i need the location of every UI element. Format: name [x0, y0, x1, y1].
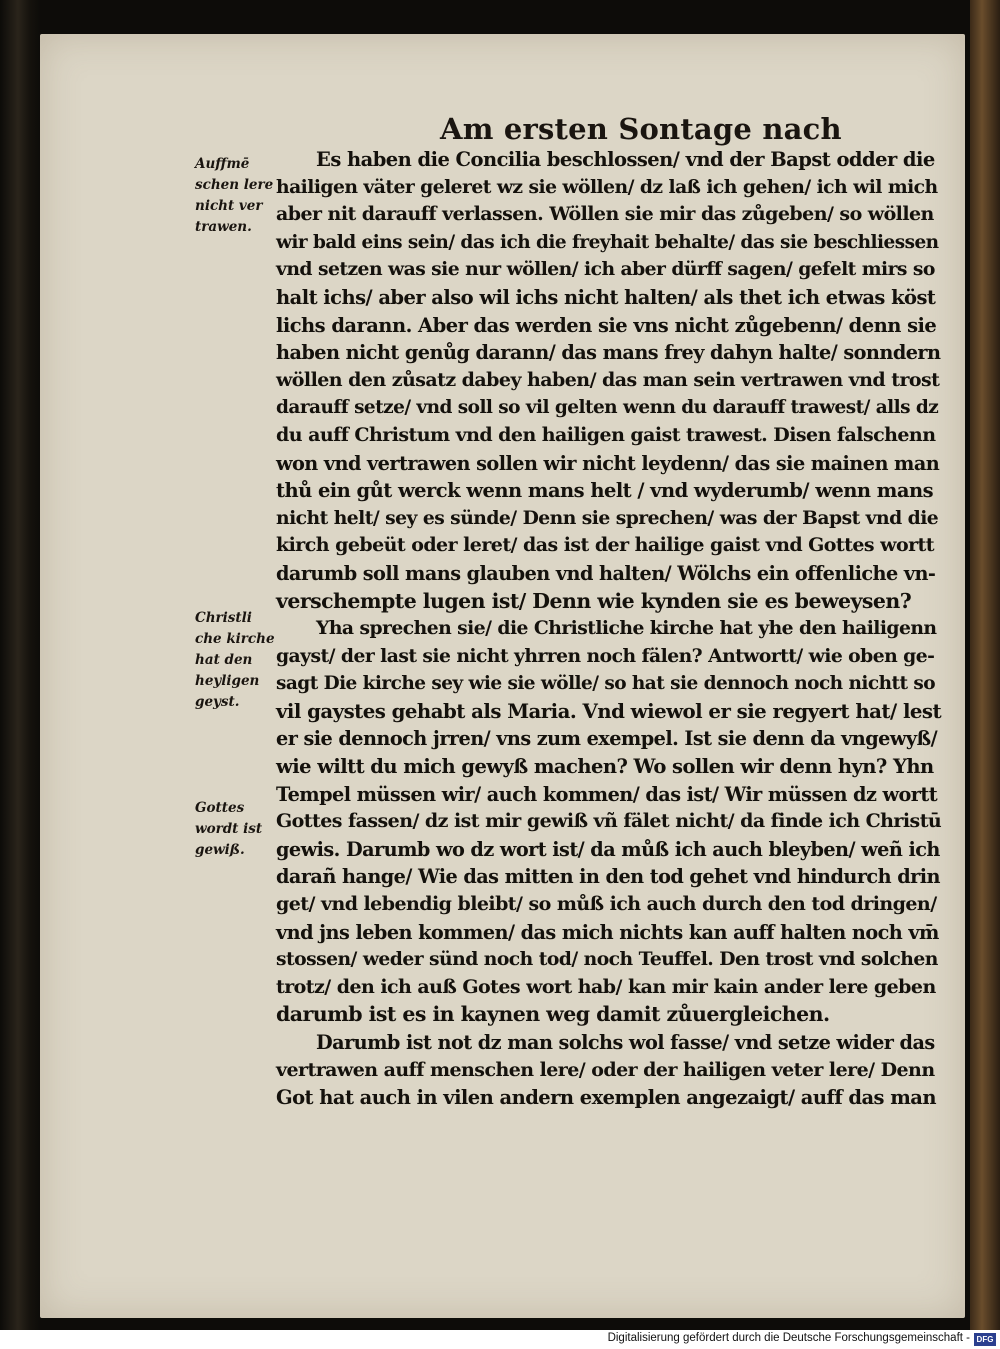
margin-note-line: gewiß.	[195, 842, 245, 858]
footer-bar	[0, 1330, 1000, 1349]
margin-note-line: che kirche	[195, 631, 275, 647]
text-line: kirch gebeüt oder leret/ das ist der hailige gaist vnd Gottes wortt	[276, 534, 934, 557]
text-line: verschempte lugen ist/ Denn wie kynden sie es beweysen?	[276, 588, 912, 613]
text-line: vnd setzen was sie nur wöllen/ ich aber dürff sagen/ gefelt mirs so	[276, 258, 935, 281]
text-line: Tempel müssen wir/ auch kommen/ das ist/ Wir müssen dz wortt	[276, 782, 938, 806]
margin-note-line: schen lere	[195, 177, 274, 193]
book-edge	[970, 0, 1000, 1330]
margin-note-line: trawen.	[195, 219, 252, 235]
text-line: get/ vnd lebendig bleibt/ so můß ich auch durch den tod dringen/	[276, 893, 937, 916]
margin-note-line: geyst.	[195, 694, 240, 710]
text-line: vil gaystes gehabt als Maria. Vnd wiewol er sie regyert hat/ lest	[276, 698, 942, 723]
footer-credit: Digitalisierung gefördert durch die Deutsche Forschungsgemeinschaft -	[607, 1332, 970, 1344]
text-line: wir bald eins sein/ das ich die freyhait behalte/ das sie beschliessen	[276, 231, 939, 253]
text-line: won vnd vertrawen sollen wir nicht leydenn/ das sie mainen man	[276, 451, 940, 475]
text-line: halt ichs/ aber also wil ichs nicht halten/ als thet ich etwas köst	[276, 285, 936, 309]
margin-note-line: Gottes	[195, 800, 245, 816]
text-line: gewis. Darumb wo dz wort ist/ da můß ich auch bleyben/ weñ ich	[276, 837, 940, 861]
text-line: trotz/ den ich auß Gotes wort hab/ kan mir kain ander lere geben	[276, 975, 936, 998]
margin-note-line: hat den	[195, 652, 253, 668]
margin-note-line: Christli	[195, 610, 252, 626]
text-line: vertrawen auff menschen lere/ oder der hailigen veter lere/ Denn	[276, 1058, 935, 1081]
text-line: er sie dennoch jrren/ vns zum exempel. Ist sie denn da vngewyß/	[276, 727, 938, 751]
margin-note-line: Auffmē	[195, 156, 250, 172]
margin-note-2	[195, 608, 275, 713]
text-line: aber nit darauff verlassen. Wöllen sie mir das zůgeben/ so wöllen	[276, 203, 934, 226]
text-line: Darumb ist not dz man solchs wol fasse/ vnd setze wider das	[316, 1031, 935, 1054]
text-line: darauff setze/ vnd soll so vil gelten wenn du darauff trawest/ alls dz	[276, 397, 939, 419]
text-line: vnd jns leben kommen/ das mich nichts kan auff halten noch vm̄	[276, 920, 939, 944]
text-line: hailigen väter geleret wz sie wöllen/ dz laß ich gehen/ ich wil mich	[276, 175, 938, 198]
text-line: stossen/ weder sünd noch tod/ noch Teuffel. Den trost vnd solchen	[276, 948, 938, 971]
text-line: darumb soll mans glauben vnd halten/ Wölchs ein offenliche vn-	[276, 561, 936, 585]
margin-note-line: nicht ver	[195, 198, 263, 214]
text-line: darañ hange/ Wie das mitten in den tod gehet vnd hindurch drin	[276, 865, 940, 889]
margin-note-3	[195, 798, 275, 861]
text-line: haben nicht genůg darann/ das mans frey dahyn halte/ sonndern	[276, 341, 941, 365]
text-line: lichs darann. Aber das werden sie vns nicht zůgebenn/ denn sie	[276, 313, 937, 337]
text-line: Yha sprechen sie/ die Christliche kirche hat yhe den hailigenn	[316, 617, 937, 640]
text-line: gayst/ der last sie nicht yhrren noch fälen? Antwortt/ wie oben ge-	[276, 644, 935, 667]
margin-note-1	[195, 154, 275, 238]
text-line: thů ein gůt werck wenn mans helt / vnd wyderumb/ wenn mans	[276, 479, 934, 503]
running-head: Am ersten Sontage nach	[440, 112, 842, 146]
text-line: wie wiltt du mich gewyß machen? Wo sollen wir denn hyn? Yhn	[276, 755, 934, 779]
margin-note-line: heyligen	[195, 673, 260, 689]
text-line: Got hat auch in vilen andern exemplen angezaigt/ auff das man	[276, 1086, 937, 1110]
text-line: wöllen den zůsatz dabey haben/ das man sein vertrawen vnd trost	[276, 368, 940, 391]
text-line: du auff Christum vnd den hailigen gaist trawest. Disen falschenn	[276, 423, 936, 446]
text-line: nicht helt/ sey es sünde/ Denn sie sprechen/ was der Bapst vnd die	[276, 506, 939, 529]
dfg-logo-icon: DFG	[974, 1333, 996, 1346]
text-line: Gottes fassen/ dz ist mir gewiß vñ fälet nicht/ da finde ich Christū	[276, 810, 942, 833]
text-line: darumb ist es in kaynen weg damit zůuergleichen.	[276, 1002, 830, 1027]
body-text	[276, 146, 941, 1112]
text-line: sagt Die kirche sey wie sie wölle/ so hat sie dennoch noch nichtt so	[276, 673, 936, 695]
margin-note-line: wordt ist	[195, 821, 263, 837]
text-line: Es haben die Concilia beschlossen/ vnd der Bapst odder die	[316, 148, 935, 171]
